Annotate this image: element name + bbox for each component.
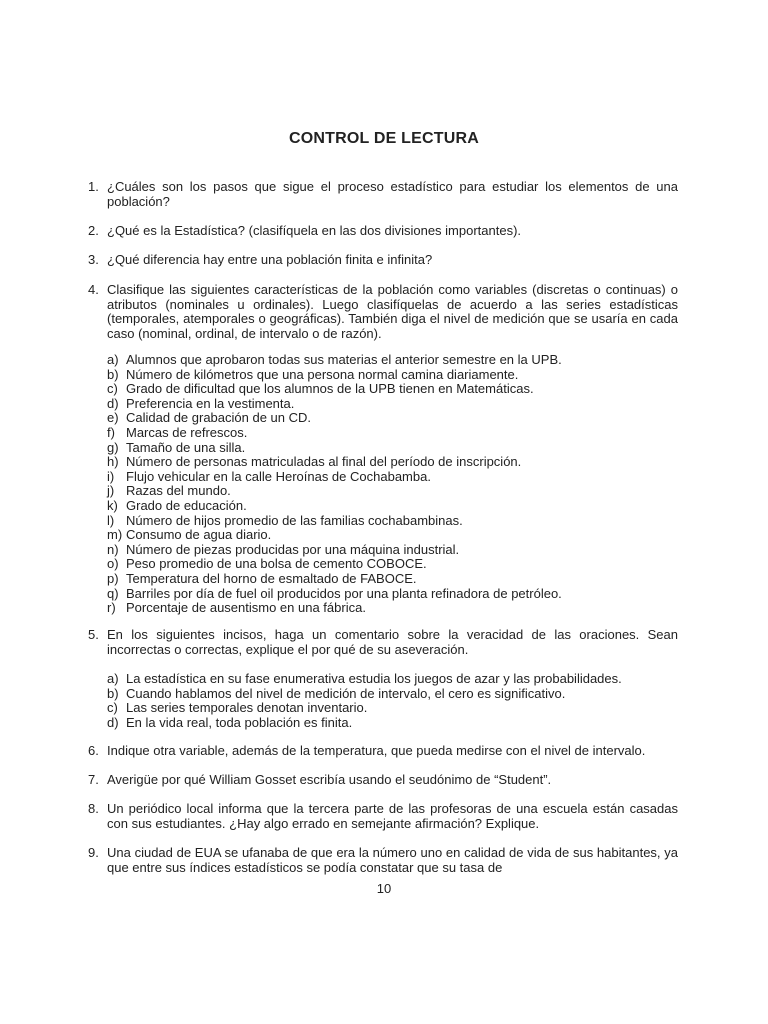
list-item [107,455,678,470]
item-text: Preferencia en la vestimenta. [126,395,295,411]
question-number: 9. [88,845,99,860]
question-8 [88,802,678,831]
list-item [107,557,678,572]
item-text: Grado de educación. [126,497,247,513]
item-letter: a) [107,671,119,686]
list-item [107,353,678,368]
item-letter: q) [107,585,119,601]
item-letter: d) [107,395,119,411]
item-text: Las series temporales denotan inventario. [126,700,368,716]
item-letter: p) [107,570,119,586]
item-letter: k) [107,497,118,513]
question-text: Clasifique las siguientes características de la población como variables (discretas o continuas) o atributos (nominales u ordinales). Luego clasifíquelas de acuerdo a las series estadísticas (temporales, atemporales o geográficas). También diga el nivel de medición que se usaría en cada caso (nominal, ordinal, de intervalo o de razón). [107,282,678,341]
item-text: Grado de dificultad que los alumnos de la UPB tienen en Matemáticas. [126,381,534,397]
list-item [107,514,678,529]
list-item [107,499,678,514]
question-4 [88,283,678,341]
list-item [107,528,678,543]
item-text: Peso promedio de una bolsa de cemento COBOCE. [126,556,427,572]
question-1 [88,180,678,209]
question-number: 2. [88,223,99,238]
item-text: Número de kilómetros que una persona normal camina diariamente. [126,366,519,382]
list-item [107,484,678,499]
question-number: 4. [88,282,99,297]
list-item [107,543,678,558]
item-text: Porcentaje de ausentismo en una fábrica. [126,600,366,616]
item-letter: o) [107,556,119,572]
list-item [107,672,678,687]
item-letter: a) [107,352,119,367]
item-text: Número de personas matriculadas al final del período de inscripción. [126,454,522,470]
item-text: En la vida real, toda población es finita. [126,714,353,730]
question-text: Indique otra variable, además de la temperatura, que pueda medirse con el nivel de intervalo. [107,743,646,758]
question-number: 6. [88,743,99,758]
list-item [107,397,678,412]
item-letter: l) [107,512,115,528]
item-letter: h) [107,454,119,470]
item-letter: b) [107,366,119,382]
question-number: 8. [88,801,99,816]
item-letter: r) [107,600,116,616]
list-item [107,572,678,587]
list-item [107,587,678,602]
item-text: Número de hijos promedio de las familias cochabambinas. [126,512,463,528]
item-text: Razas del mundo. [126,483,231,499]
list-item [107,701,678,716]
list-item [107,382,678,397]
question-5 [88,628,678,657]
list-item [107,470,678,485]
item-text: Alumnos que aprobaron todas sus materias el anterior semestre en la UPB. [126,352,562,367]
item-text: Cuando hablamos del nivel de medición de intervalo, el cero es significativo. [126,685,566,701]
item-text: Calidad de grabación de un CD. [126,410,312,426]
item-letter: e) [107,410,119,426]
item-text: Barriles por día de fuel oil producidos por una planta refinadora de petróleo. [126,585,562,601]
page-number: 10 [376,881,392,896]
question-6 [88,744,678,759]
question-number: 1. [88,179,99,194]
page-title: CONTROL DE LECTURA [289,130,479,147]
question-3 [88,253,678,268]
item-text: Flujo vehicular en la calle Heroínas de Cochabamba. [126,468,431,484]
question-5-items [107,672,678,730]
item-letter: d) [107,714,119,730]
list-item [107,411,678,426]
list-item [107,426,678,441]
list-item [107,368,678,383]
item-letter: j) [107,483,115,499]
question-text: Un periódico local informa que la tercera parte de las profesoras de una escuela están casadas con sus estudiantes. ¿Hay algo errado en semejante afirmación? Explique. [107,801,678,831]
question-text: Una ciudad de EUA se ufanaba de que era la número uno en calidad de vida de sus habitantes, ya que entre sus índices estadísticos se podía constatar que su tasa de [107,845,678,875]
question-text: En los siguientes incisos, haga un comentario sobre la veracidad de las oraciones. Sean incorrectas o correctas, explique el por qué de su aseveración. [107,627,678,657]
item-text: Consumo de agua diario. [126,527,272,543]
item-letter: i) [107,468,115,484]
list-item [107,441,678,456]
item-letter: c) [107,700,118,716]
question-number: 3. [88,252,99,267]
question-text: ¿Qué es la Estadística? (clasifíquela en las dos divisiones importantes). [107,223,522,238]
question-7 [88,773,678,788]
item-text: La estadística en su fase enumerativa estudia los juegos de azar y las probabilidades. [126,671,622,686]
list-item [107,601,678,616]
question-number: 7. [88,772,99,787]
item-letter: f) [107,424,115,440]
item-letter: g) [107,439,119,455]
item-text: Marcas de refrescos. [126,424,248,440]
question-number: 5. [88,627,99,642]
question-2 [88,224,678,239]
list-item [107,687,678,702]
question-text: Averigüe por qué William Gosset escribía usando el seudónimo de “Student”. [107,772,552,787]
question-text: ¿Cuáles son los pasos que sigue el proceso estadístico para estudiar los elementos de una población? [107,179,678,209]
item-text: Tamaño de una silla. [126,439,246,455]
question-text: ¿Qué diferencia hay entre una población finita e infinita? [107,252,433,267]
list-item [107,716,678,731]
item-letter: c) [107,381,118,397]
item-text: Temperatura del horno de esmaltado de FABOCE. [126,570,417,586]
question-4-items [107,353,678,616]
item-letter: b) [107,685,119,701]
question-9 [88,846,678,875]
item-letter: m) [107,527,123,543]
item-letter: n) [107,541,119,557]
item-text: Número de piezas producidas por una máquina industrial. [126,541,460,557]
